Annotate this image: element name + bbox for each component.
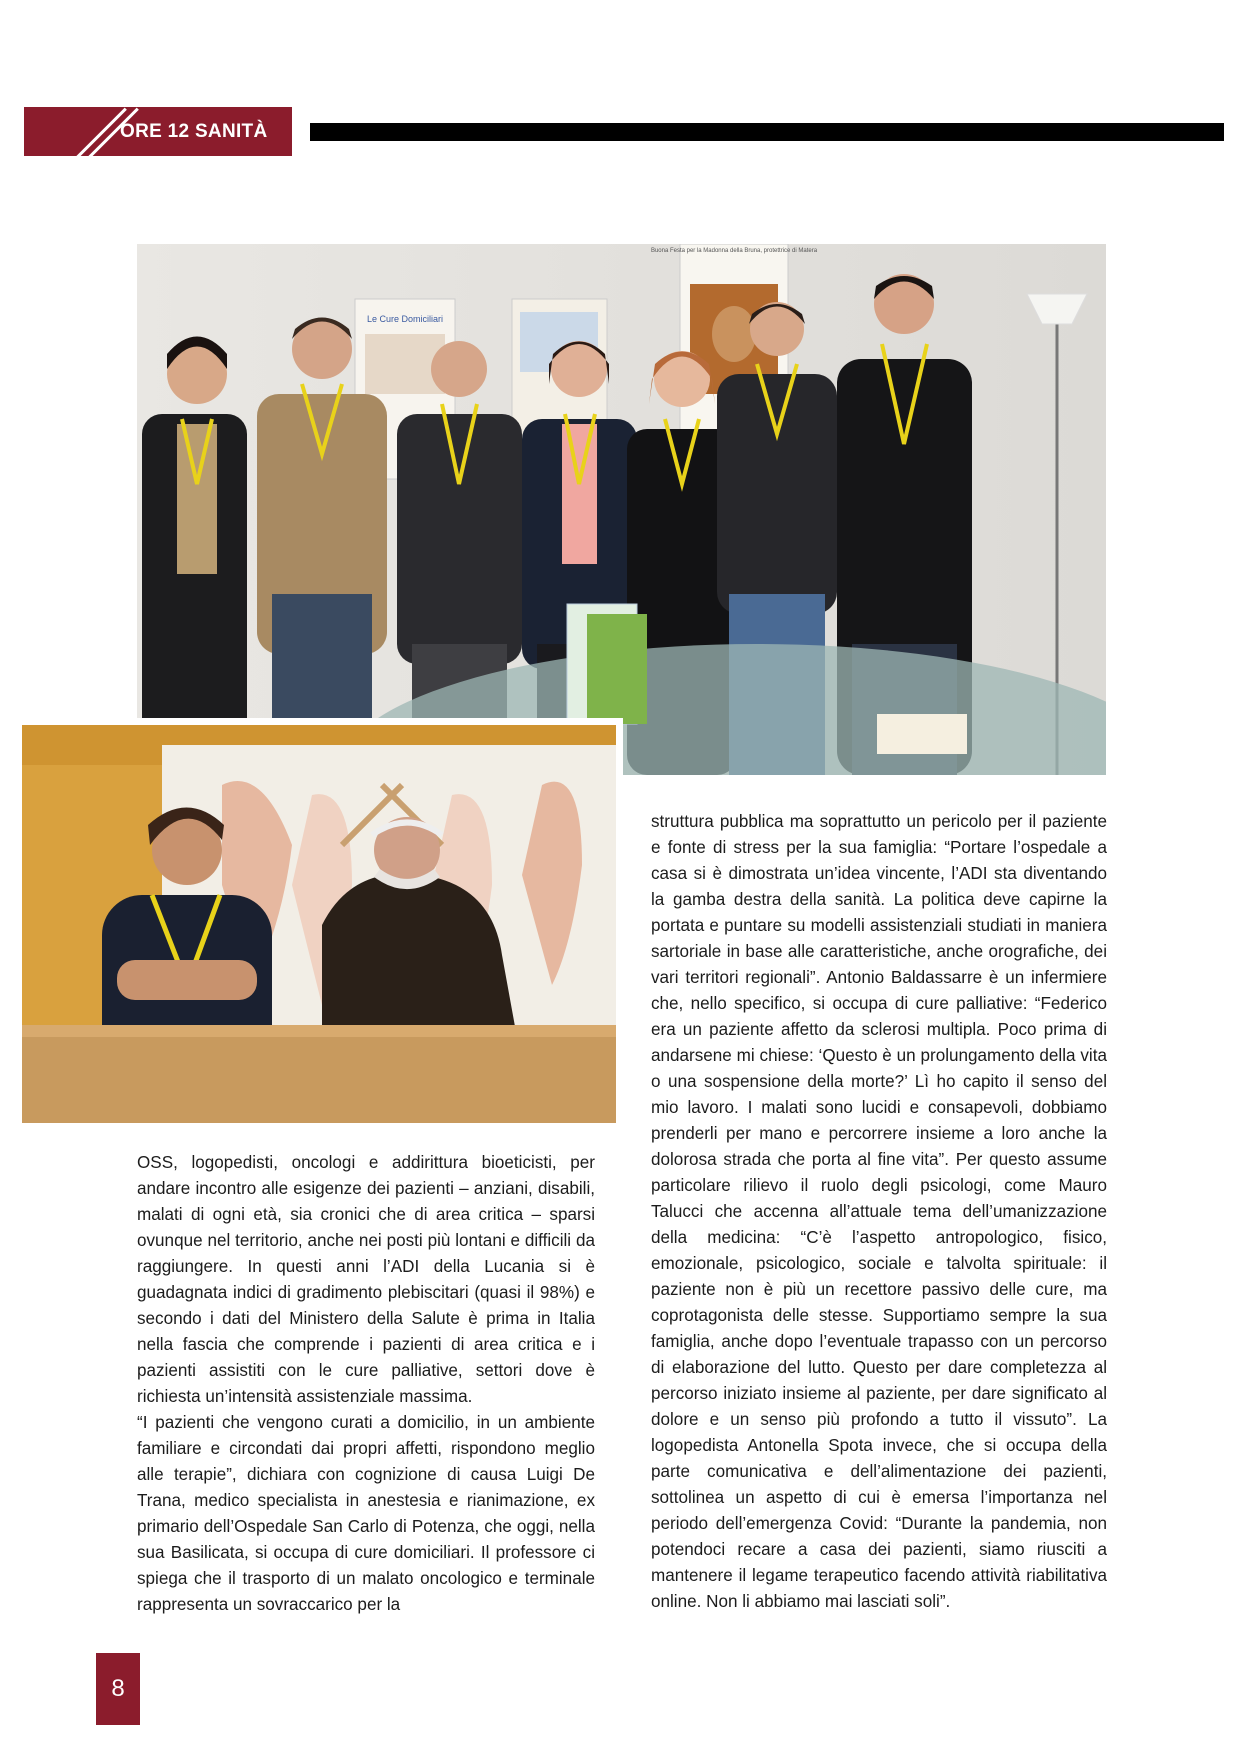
left-paragraph: “I pazienti che vengono curati a domicilio, in un ambiente familiare e circondati dai propri affetti, rispondono meglio alle terapie”, dichiara con cognizione di causa Luigi De Trana, medico specialista in anestesia e rianimazione, ex primario dell’Ospedale San Carlo di Potenza, che oggi, nella sua Basilicata, si occupa di cure domiciliari. Il professore ci spiega che il trasporto di un malato oncologico e terminale rappresenta un sovraccarico per la [137, 1413, 595, 1614]
section-tab [24, 107, 292, 156]
right-column [651, 809, 1107, 1615]
group-photo [137, 244, 1106, 775]
poster-right-title: Buona Festa per la Madonna della Bruna, protettrice di Matera [650, 248, 818, 254]
left-paragraph: OSS, logopedisti, oncologi e addirittura bioeticisti, per andare incontro alle esigenze dei pazienti – anziani, disabili, malati di ogni età, sia cronici che di area critica – sparsi ovunque nel territorio, anche nei posti più lontani e difficili da raggiungere. In questi anni l’ADI della Lucania si è guadagnata indici di gradimento plebiscitari (quasi il 98%) e secondo i dati del Ministero della Salute è prima in Italia nella fascia che comprende i pazienti di area critica e i pazienti assistiti con le cure palliative, settori dove è richiesta un’intensità assistenziale massima. [137, 1153, 595, 1406]
section-label: ORE 12 SANITÀ [120, 121, 268, 142]
left-column [137, 1150, 595, 1618]
right-paragraph: struttura pubblica ma soprattutto un pericolo per il paziente e fonte di stress per la sua famiglia: “Portare l’ospedale a casa si è dimostrata un’idea vincente, l’ADI sta diventando la gamba destra della sanità. La politica deve capirne la portata e puntare su modelli assistenziali studiati in maniera sartoriale in base alle caratteristiche, anche orografiche, dei vari territori regionali”. Antonio Baldassarre è un infermiere che, nello specifico, si occupa di cure palliative: “Federico era un paziente affetto da sclerosi multipla. Poco prima di andarsene mi chiese: ‘Questo è un prolungamento della vita o una sospensione della morte?’ Lì ho capito il senso del mio lavoro. I malati sono lucidi e consapevoli, dobbiamo prenderli per mano e percorrere insieme a loro anche la dolorosa strada che porta al fine vita”. Per questo assume particolare rilievo il ruolo degli psicologi, come Mauro Talucci che accenna all’attuale tema dell’umanizzazione della medicina: “C’è l’aspetto antropologico, fisico, emozionale, psicologico, sociale e talvolta spirituale: il paziente non è più un recettore passivo delle cure, ma coprotagonista delle stesse. Supportiamo sempre la sua famiglia, anche dopo l’eventuale trapasso con un percorso di elaborazione del lutto. Questo per dare completezza al percorso iniziato insieme al paziente, per dare significato al dolore e un senso più profondo a tutto il vissuto”. La logopedista Antonella Spota invece, che si occupa della parte comunicativa e dell’alimentazione dei pazienti, sottolinea un aspetto di cui è emersa l’importanza nel periodo dell’emergenza Covid: “Durante la pandemia, non potendoci recare a casa dei pazienti, siamo riusciti a mantenere il legame terapeutico facendo attività riabilitativa online. Non li abbiamo mai lasciati soli”. [651, 812, 1107, 1611]
poster-left-title: Le Cure Domiciliari [366, 314, 444, 324]
friar-photo [22, 718, 623, 1123]
page-number: 8 [96, 1653, 140, 1725]
header-rule [310, 123, 1224, 141]
